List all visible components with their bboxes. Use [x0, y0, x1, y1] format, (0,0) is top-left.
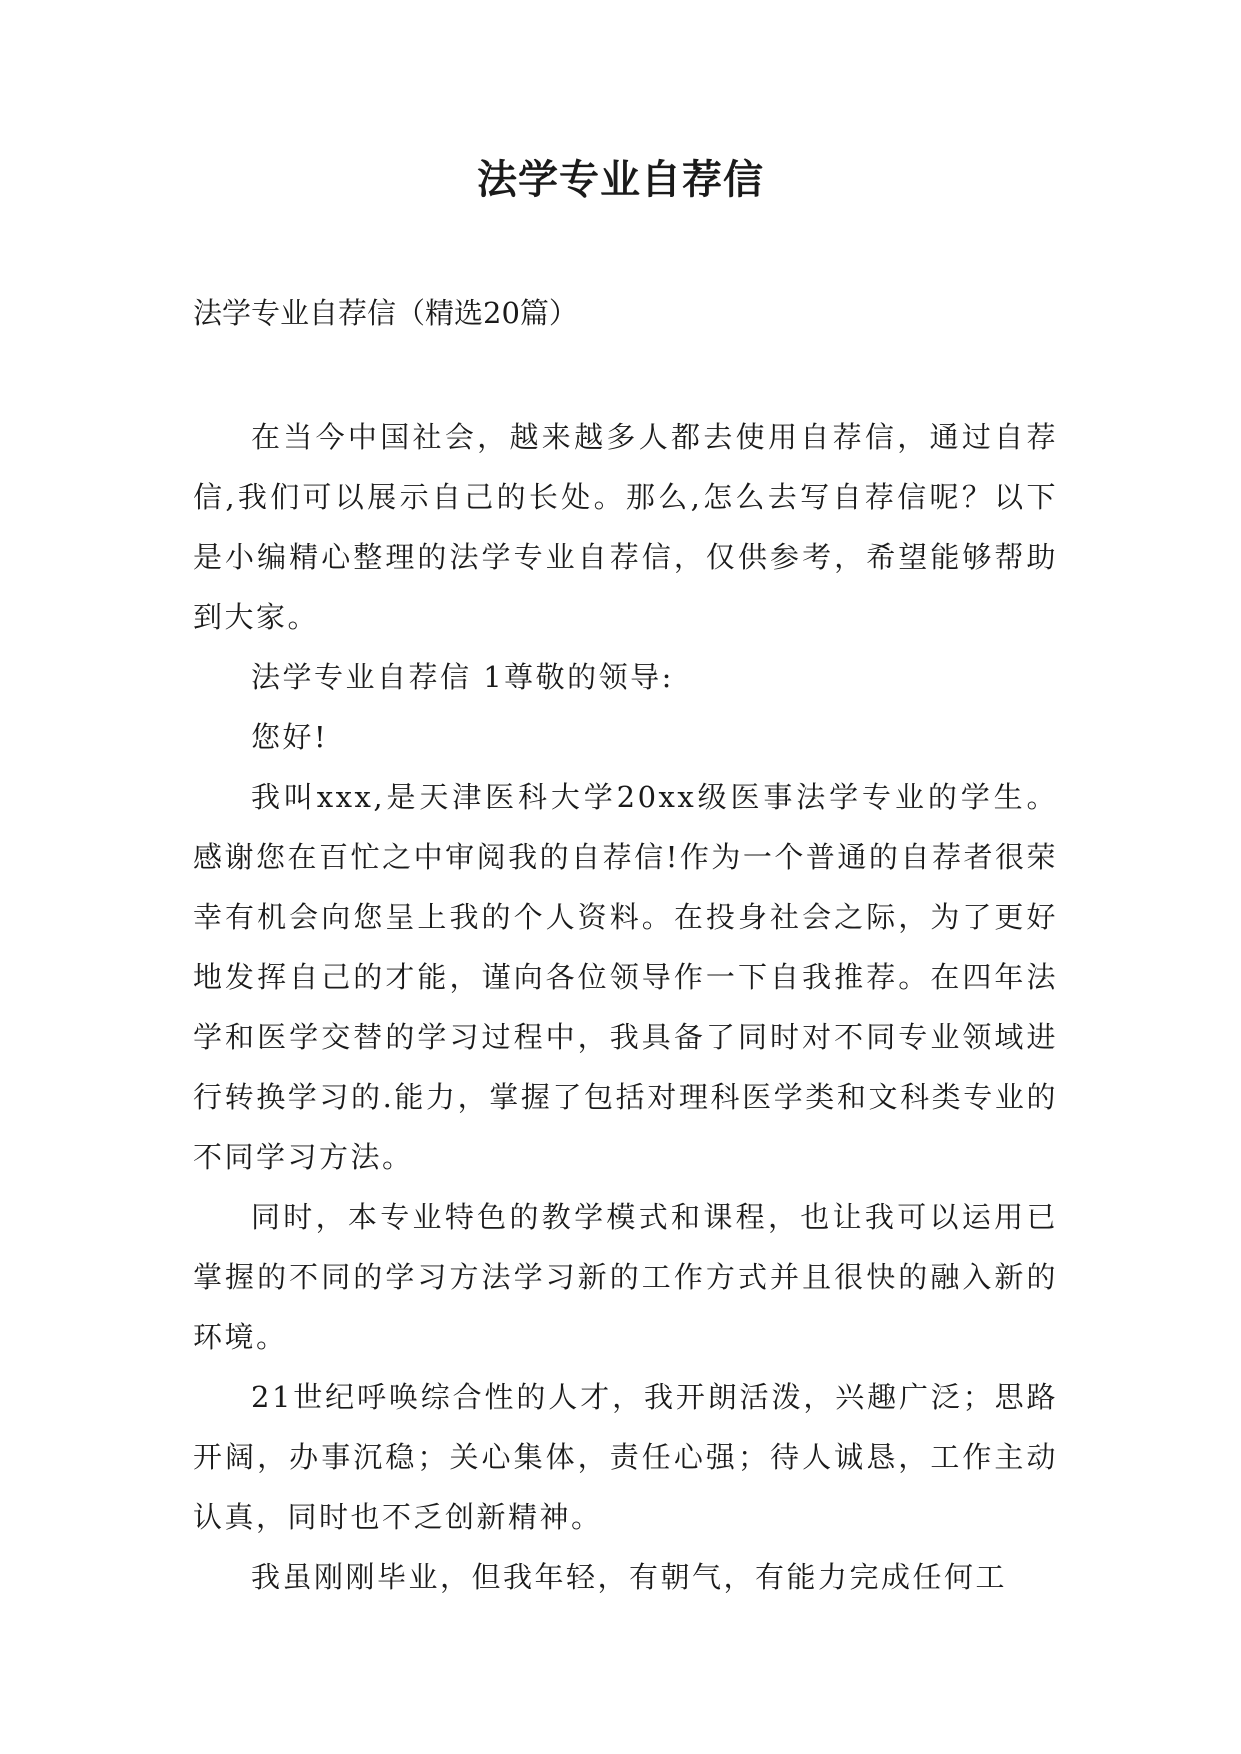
document-subtitle: 法学专业自荐信（精选20篇） — [193, 296, 578, 330]
paragraph-salutation: 法学专业自荐信 1尊敬的领导: — [251, 660, 674, 694]
paragraph-intro: 在当今中国社会，越来越多人都去使用自荐信，通过自荐信,我们可以展示自己的长处。那么,怎么去写自荐信呢？以下是小编精心整理的法学专业自荐信，仅供参考，希望能够帮助到大家。 — [193, 420, 1058, 634]
paragraph-closing: 我虽刚刚毕业，但我年轻，有朝气，有能力完成任何工 — [251, 1560, 1008, 1594]
paragraph-personality: 21世纪呼唤综合性的人才，我开朗活泼，兴趣广泛；思路开阔，办事沉稳；关心集体，责任心强；待人诚恳，工作主动认真，同时也不乏创新精神。 — [193, 1380, 1058, 1534]
paragraph-self-introduction: 我叫xxx,是天津医科大学20xx级医事法学专业的学生。感谢您在百忙之中审阅我的自荐信!作为一个普通的自荐者很荣幸有机会向您呈上我的个人资料。在投身社会之际，为了更好地发挥自己的才能，谨向各位领导作一下自我推荐。在四年法学和医学交替的学习过程中，我具备了同时对不同专业领域进行转换学习的.能力，掌握了包括对理科医学类和文科类专业的不同学习方法。 — [193, 780, 1058, 1174]
document-body — [193, 407, 1058, 1607]
paragraph-teaching-model: 同时，本专业特色的教学模式和课程，也让我可以运用已掌握的不同的学习方法学习新的工作方式并且很快的融入新的环境。 — [193, 1200, 1058, 1354]
document-title: 法学专业自荐信 — [477, 156, 764, 203]
paragraph-greeting: 您好! — [251, 720, 329, 754]
